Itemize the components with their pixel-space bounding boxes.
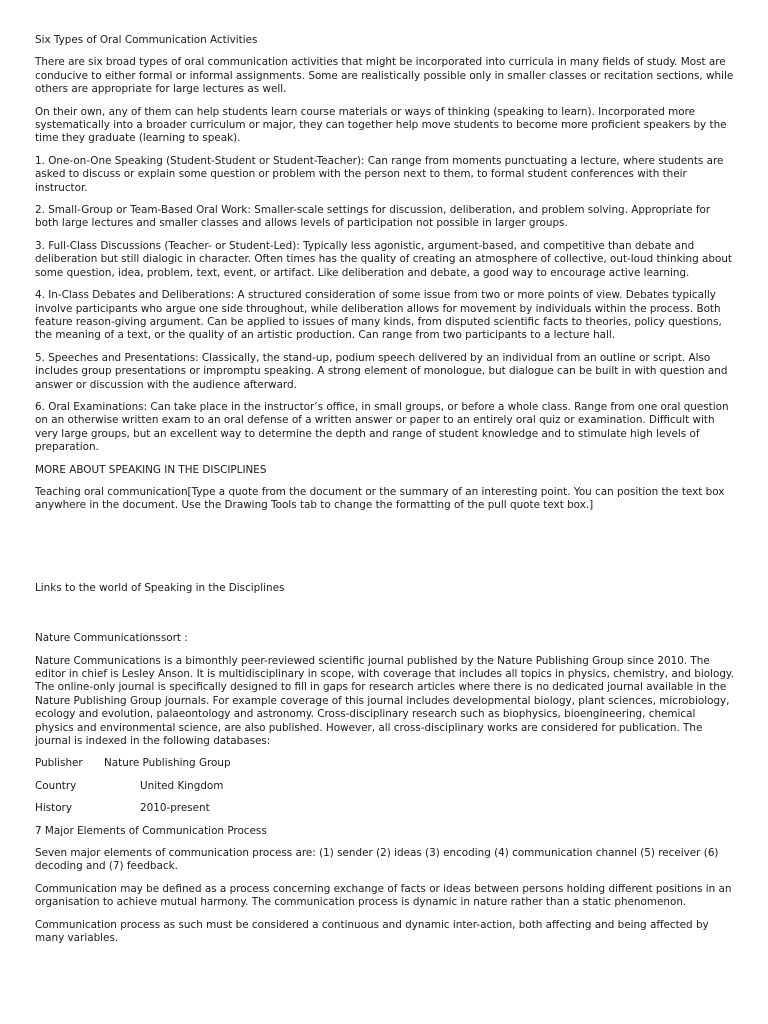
document-page	[35, 34, 735, 955]
type-item-5: 5. Speeches and Presentations: Classically, the stand-up, podium speech delivered by an individual from an outline or script. Also includes group presentations or impromptu speaking. A strong element of monologue, but dialogue can be built in with question and answer or discussion with the audience afterward.	[35, 351, 728, 391]
history-label: History	[35, 802, 72, 815]
publisher-label: Publisher	[35, 757, 83, 770]
intro-paragraph-2: On their own, any of them can help students learn course materials or ways of thinking (speaking to learn). Incorporated more systematically into a broader curriculum or major, they can together help move students to become more proficient speakers by the time they graduate (learning to speak).	[35, 105, 727, 145]
history-row	[35, 802, 735, 815]
publisher-row	[35, 757, 735, 770]
type-item-6: 6. Oral Examinations: Can take place in the instructor’s office, in small groups, or before a whole class. Range from one oral question on an otherwise written exam to an oral defense of a written answer or paper to an entirely oral quiz or examination. Difficult with very large groups, but an excellent way to determine the depth and range of student knowledge and to stimulate high levels of preparation.	[35, 400, 729, 454]
country-row	[35, 780, 735, 793]
elements-paragraph: Seven major elements of communication process are: (1) sender (2) ideas (3) encoding (4) communication channel (5) receiver (6) decoding and (7) feedback.	[35, 847, 719, 873]
type-item-4: 4. In-Class Debates and Deliberations: A structured consideration of some issue from two or more points of view. Debates typically involve participants who argue one side throughout, while deliberation allows for movement by individuals within the process. Both feature reason-giving argument. Can be applied to issues of many kinds, from disputed scientific facts to theories, policy questions, the meaning of a text, or the quality of an artistic production. Can range from two participants to a lecture hall.	[35, 289, 722, 342]
blank-space	[35, 604, 735, 632]
history-value: 2010-present	[140, 802, 210, 815]
type-item-1: 1. One-on-One Speaking (Student-Student or Student-Teacher): Can range from moments punctuating a lecture, where students are asked to discuss or explain some question or problem with the person next to them, to formal student conferences with their instructor.	[35, 154, 724, 194]
definition-paragraph: Communication may be defined as a process concerning exchange of facts or ideas between persons holding different positions in an organisation to achieve mutual harmony. The communication process is dynamic in nature rather than a static phenomenon.	[35, 882, 732, 909]
heading-six-types: Six Types of Oral Communication Activities	[35, 34, 258, 46]
type-item-2: 2. Small-Group or Team-Based Oral Work: Smaller-scale settings for discussion, deliberation, and problem solving. Appropriate for both large lectures and smaller classes and allows levels of participation not possible in larger groups.	[35, 204, 711, 230]
heading-more-about: MORE ABOUT SPEAKING IN THE DISCIPLINES	[35, 463, 267, 476]
intro-paragraph-1: There are six broad types of oral communication activities that might be incorporated into curricula in many fields of study. Most are conducive to either formal or informal assignments. Some are realistically possible only in smaller classes or recitation sections, while others are appropriate for large lectures as well.	[35, 56, 734, 96]
process-paragraph: Communication process as such must be considered a continuous and dynamic inter-action, both affecting and being affected by many variables.	[35, 918, 709, 945]
blank-space	[35, 522, 735, 582]
teaching-paragraph: Teaching oral communication[Type a quote from the document or the summary of an interesting point. You can position the text box anywhere in the document. Use the Drawing Tools tab to change the formatting of the pull quote text box.]	[35, 485, 725, 512]
country-value: United Kingdom	[140, 779, 224, 792]
publisher-value: Nature Publishing Group	[104, 757, 231, 770]
nature-paragraph: Nature Communications is a bimonthly peer-reviewed scientific journal published by the Nature Publishing Group since 2010. The editor in chief is Lesley Anson. It is multidisciplinary in scope, with coverage that includes all topics in physics, chemistry, and biology. The online-only journal is specifically designed to fill in gaps for research articles where there is no dedicated journal available in the Nature Publishing Group journals. For example coverage of this journal includes developmental biology, plant sciences, microbiology, ecology and evolution, palaeontology and astronomy. Cross-disciplinary research such as biophysics, bioengineering, chemical physics and environmental science, are also published. However, all cross-disciplinary works are considered for publication. The journal is indexed in the following databases:	[35, 654, 734, 748]
country-label: Country	[35, 779, 77, 792]
type-item-3: 3. Full-Class Discussions (Teacher- or Student-Led): Typically less agonistic, argument-based, and competitive than debate and deliberation but still dialogic in character. Often times has the quality of creating an atmosphere of collective, out-loud thinking about some question, idea, problem, text, event, or artifact. Like deliberation and debate, a good way to encourage active learning.	[35, 239, 733, 279]
links-heading: Links to the world of Speaking in the Disciplines	[35, 581, 285, 594]
elements-heading: 7 Major Elements of Communication Process	[35, 824, 267, 837]
nature-heading: Nature Communicationssort :	[35, 632, 188, 645]
